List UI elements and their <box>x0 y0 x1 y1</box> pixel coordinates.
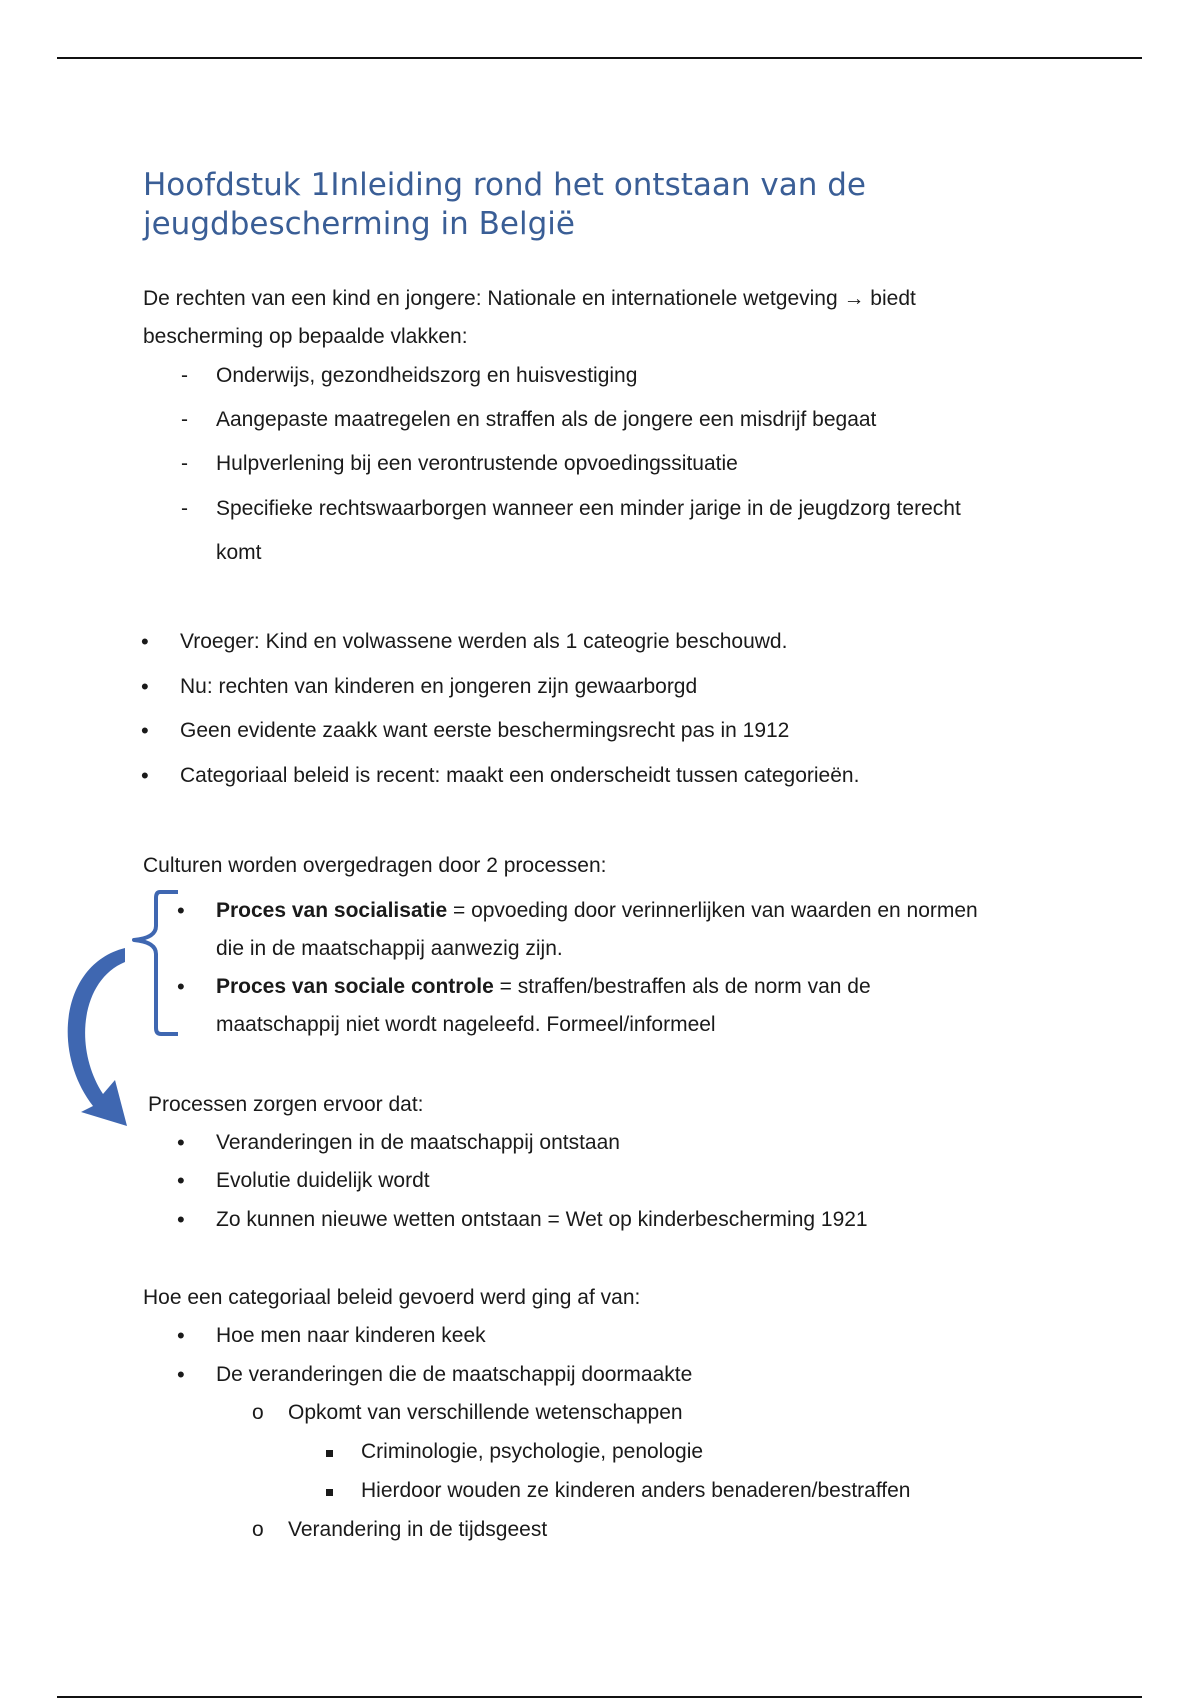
beleid-subitem: Verandering in de tijdsgeest <box>288 1518 548 1541</box>
sociale-controle-continuation: maatschappij niet wordt nageleefd. Formeel/informeel <box>216 1013 716 1036</box>
processen-heading: Processen zorgen ervoor dat: <box>148 1093 424 1116</box>
dash-marker: - <box>181 408 188 431</box>
socialisatie-item <box>216 892 978 930</box>
sociale-controle-item <box>216 968 871 1006</box>
bullet-marker: • <box>177 898 185 923</box>
bullet-marker: • <box>177 974 185 999</box>
beleid-item: Hoe men naar kinderen keek <box>216 1324 486 1347</box>
dash-item: Onderwijs, gezondheidszorg en huisvestiging <box>216 364 638 387</box>
bullet-marker: • <box>141 629 149 654</box>
bullet-item: Categoriaal beleid is recent: maakt een onderscheidt tussen categorieën. <box>180 764 860 787</box>
curved-arrow-icon <box>55 940 135 1130</box>
sub-bullet-marker: o <box>252 1518 264 1541</box>
dash-item: Specifieke rechtswaarborgen wanneer een minder jarige in de jeugdzorg terecht <box>216 497 961 520</box>
sociale-controle-definition: = straffen/bestraffen als de norm van de <box>493 975 871 998</box>
sub-bullet-marker: o <box>252 1401 264 1424</box>
dash-item-continuation: komt <box>216 541 262 564</box>
socialisatie-term: Proces van socialisatie <box>216 899 448 922</box>
bullet-item: Vroeger: Kind en volwassene werden als 1 cateogrie beschouwd. <box>180 630 788 653</box>
bullet-marker: • <box>177 1362 185 1387</box>
dash-marker: - <box>181 364 188 387</box>
square-bullet-marker <box>326 1489 333 1496</box>
bullet-marker: • <box>177 1323 185 1348</box>
dash-item: Aangepaste maatregelen en straffen als de jongere een misdrijf begaat <box>216 408 877 431</box>
dash-marker: - <box>181 497 188 520</box>
beleid-subitem: Opkomt van verschillende wetenschappen <box>288 1401 683 1424</box>
cultures-heading: Culturen worden overgedragen door 2 processen: <box>143 854 607 877</box>
processen-item: Evolutie duidelijk wordt <box>216 1169 430 1192</box>
dash-item: Hulpverlening bij een verontrustende opvoedingssituatie <box>216 452 738 475</box>
page-title: Hoofdstuk 1Inleiding rond het ontstaan van de jeugdbescherming in België <box>143 167 866 242</box>
bullet-marker: • <box>141 674 149 699</box>
bottom-rule <box>57 1696 1142 1698</box>
bullet-item: Nu: rechten van kinderen en jongeren zijn gewaarborgd <box>180 675 698 698</box>
bullet-marker: • <box>177 1168 185 1193</box>
beleid-item: De veranderingen die de maatschappij doormaakte <box>216 1363 693 1386</box>
socialisatie-definition: = opvoeding door verinnerlijken van waarden en normen <box>447 899 978 922</box>
dash-marker: - <box>181 452 188 475</box>
top-rule <box>57 57 1142 59</box>
bullet-marker: • <box>177 1130 185 1155</box>
intro-line-1: De rechten van een kind en jongere: Nationale en internationele wetgeving → biedt <box>143 287 916 310</box>
beleid-subsubitem: Criminologie, psychologie, penologie <box>361 1440 704 1463</box>
bullet-marker: • <box>141 718 149 743</box>
bullet-marker: • <box>177 1207 185 1232</box>
sociale-controle-term: Proces van sociale controle <box>216 975 494 998</box>
bullet-item: Geen evidente zaakk want eerste beschermingsrecht pas in 1912 <box>180 719 790 742</box>
beleid-subsubitem: Hierdoor wouden ze kinderen anders benaderen/bestraffen <box>361 1479 911 1502</box>
bullet-marker: • <box>141 763 149 788</box>
processen-item: Veranderingen in de maatschappij ontstaan <box>216 1131 620 1154</box>
brace-icon <box>128 880 178 1040</box>
intro-line-2: bescherming op bepaalde vlakken: <box>143 325 468 348</box>
processen-item: Zo kunnen nieuwe wetten ontstaan = Wet op kinderbescherming 1921 <box>216 1208 868 1231</box>
socialisatie-continuation: die in de maatschappij aanwezig zijn. <box>216 937 563 960</box>
beleid-heading: Hoe een categoriaal beleid gevoerd werd ging af van: <box>143 1286 641 1309</box>
square-bullet-marker <box>326 1450 333 1457</box>
